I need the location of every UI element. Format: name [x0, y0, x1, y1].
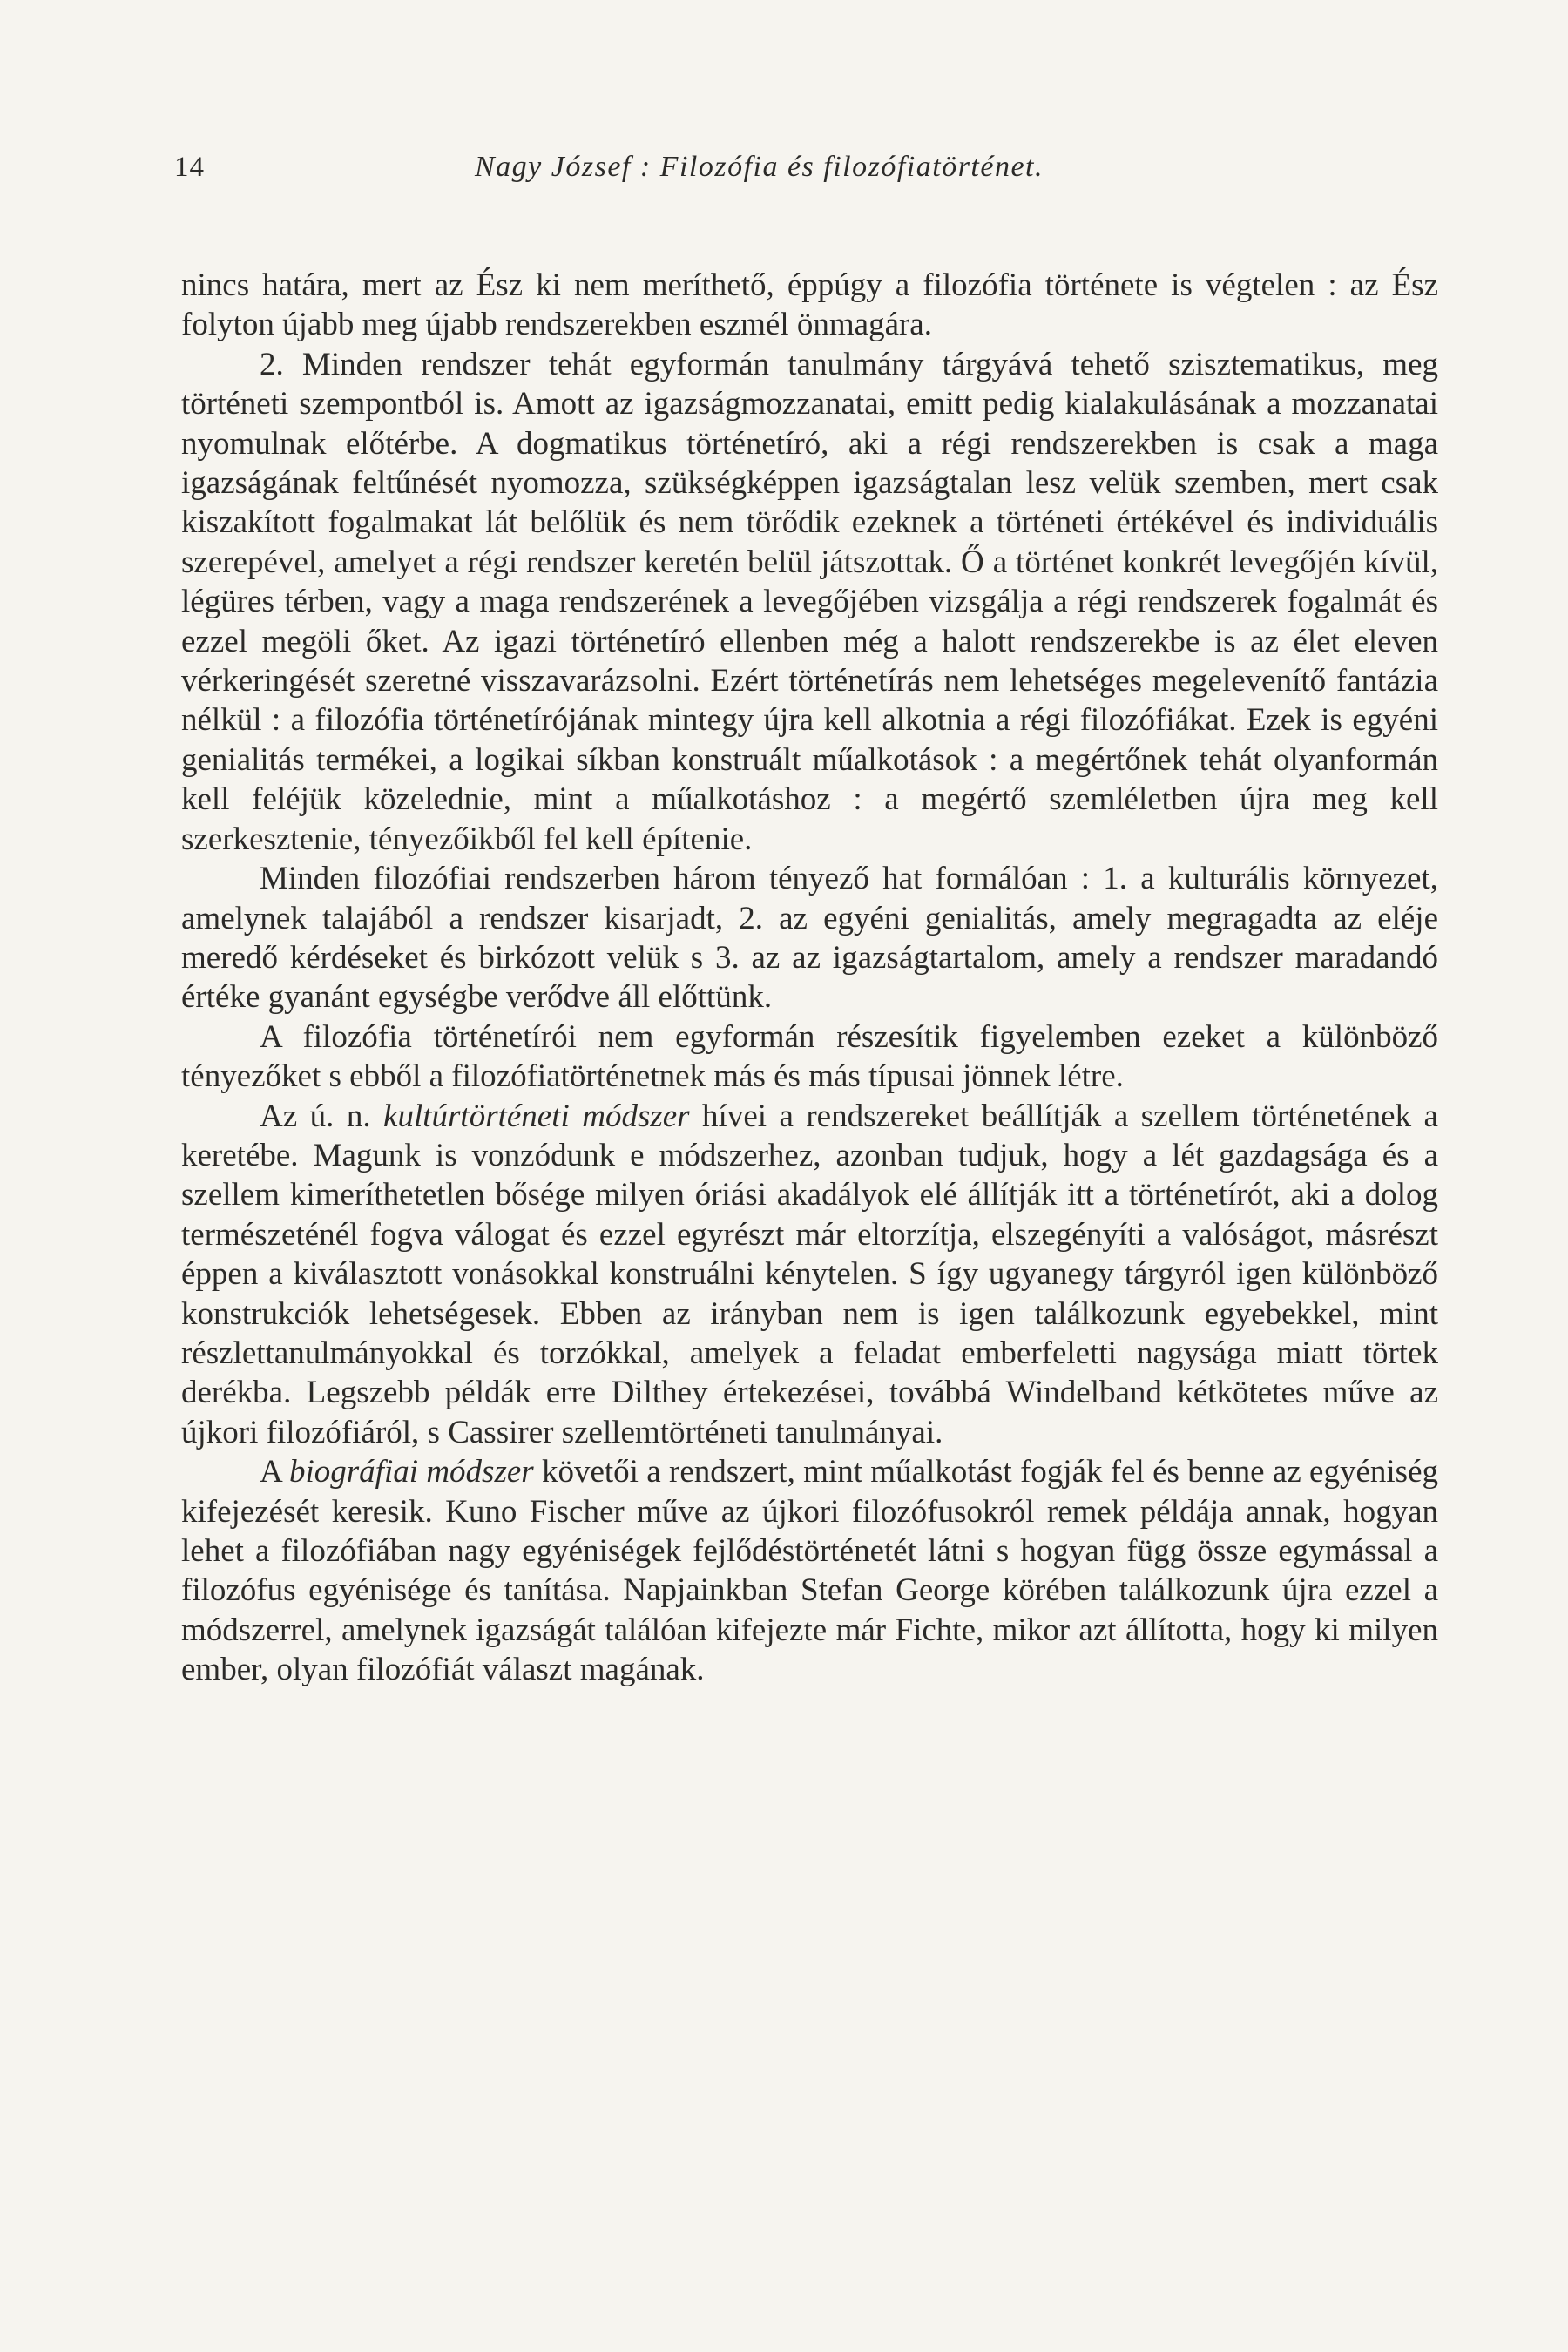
- paragraph-cultural-method: [181, 1097, 1438, 1453]
- emphasis-cultural-method: kultúrtörténeti módszer: [383, 1098, 690, 1134]
- paragraph-text: nincs határa, mert az Ész ki nem meríthető, éppúgy a filozófia története is végtelen : az Ész folyton újabb meg újabb rendszerekben eszmél önmagára.: [181, 267, 1438, 343]
- paragraph-text-lead: Az ú. n.: [260, 1098, 384, 1134]
- paragraph-text: Minden filozófiai rendszerben három tényező hat formálóan : 1. a kulturális környezet, amelynek talajából a rendszer kisarjadt, 2. az egyéni genialitás, amely megragadta az eléje meredő kérdéseket és birkózott velük s 3. az az igazságtartalom, amely a rendszer maradandó értéke gyanánt egységbe verődve áll előttünk.: [181, 861, 1438, 1016]
- paragraph-text-rest: hívei a rendszereket beállítják a szellem történetének a keretébe. Magunk is vonzódunk e módszerhez, azonban tudjuk, hogy a lét gazdagsága és a szellem kimeríthetetlen bősége milyen óriási akadályok elé állítják itt a történetírót, aki a dolog természeténél fogva válogat és ezzel egyrészt már eltorzítja, elszegényíti a valóságot, másrészt éppen a kiválasztott vonásokkal konstruálni kénytelen. S így ugyanegy tárgyról igen különböző konstrukciók lehetségesek. Ebben az irányban nem is igen találkozunk egyebekkel, mint részlettanulmányokkal és torzókkal, amelyek a feladat emberfeletti nagysága miatt törtek derékba. Legszebb példák erre Dilthey értekezései, továbbá Windelband kétkötetes műve az újkori filozófiáról, s Cassirer szellemtörténeti tanulmányai.: [181, 1098, 1438, 1450]
- paragraph-text: 2. Minden rendszer tehát egyformán tanulmány tárgyává tehető szisztematikus, meg történeti szempontból is. Amott az igazságmozzanatai, emitt pedig kialakulásának a mozzanatai nyomulnak előtérbe. A dogmatikus történetíró, aki a régi rendszerekben is csak a maga igazságának feltűnését nyomozza, szükségképpen igazságtalan lesz velük szemben, mert csak kiszakított fogalmakat lát belőlük és nem törődik ezeknek a történeti értékével és individuális szerepével, amelyet a régi rendszer keretén belül játszottak. Ő a történet konkrét levegőjén kívül, légüres térben, vagy a maga rendszerének a levegőjében vizsgálja a régi rendszerek fogalmát és ezzel megöli őket. Az igazi történetíró ellenben még a halott rendszerekbe is az élet eleven vérkeringését szeretné visszavarázsolni. Ezért történetírás nem lehetséges megelevenítő fantázia nélkül : a filozófia történetírójának mintegy újra kell alkotnia a régi filozófiákat. Ezek is egyéni genialitás termékei, a logikai síkban konstruált műalkotások : a megértőnek tehát olyanformán kell feléjük közelednie, mint a műalkotáshoz : a megértő szemléletben újra meg kell szerkesztenie, tényezőikből fel kell építenie.: [181, 346, 1438, 857]
- page-number: 14: [174, 152, 205, 183]
- paragraph-biographical-method: [181, 1452, 1438, 1689]
- paragraph-historians: [181, 1017, 1438, 1097]
- paragraph-text-rest: követői a rendszert, mint műalkotást fogják fel és benne az egyéniség kifejezését keresik. Kuno Fischer műve az újkori filozófusokról remek példája annak, hogyan lehet a filozófiában nagy egyéniségek fejlődéstörténetét látni s hogyan függ össze egymással a filozófus egyénisége és tanítása. Napjainkban Stefan George körében találkozunk újra ezzel a módszerrel, amelynek igazságát találóan kifejezte már Fichte, mikor azt állította, hogy ki milyen ember, olyan filozófiát választ magának.: [181, 1454, 1439, 1688]
- paragraph-text-lead: A: [260, 1454, 289, 1490]
- running-title: Nagy József : Filozófia és filozófiatörténet.: [475, 151, 1044, 183]
- paragraph-three-factors: [181, 859, 1438, 1017]
- body-text: [181, 266, 1438, 1690]
- paragraph-section-2: [181, 345, 1438, 859]
- paragraph-continuation: [181, 266, 1438, 345]
- emphasis-biographical-method: biográfiai módszer: [289, 1454, 534, 1490]
- paragraph-text: A filozófia történetírói nem egyformán részesítik figyelemben ezeket a különböző tényezőket s ebből a filozófiatörténetnek más és más típusai jönnek létre.: [181, 1018, 1438, 1095]
